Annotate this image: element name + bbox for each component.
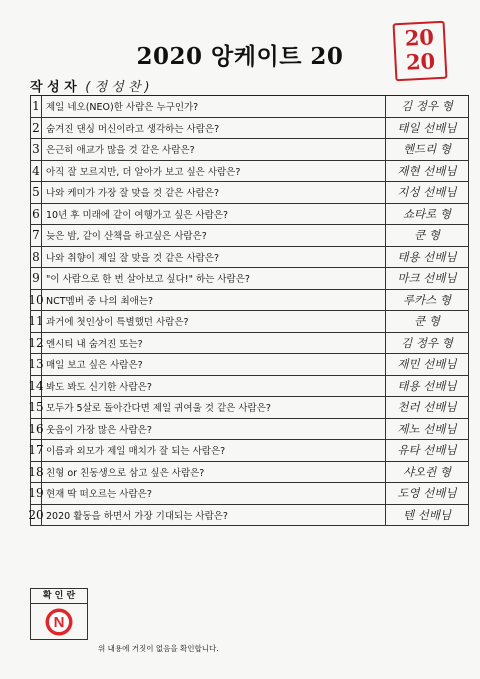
handwritten-answer: 천러 선배님 xyxy=(385,397,468,418)
question-row xyxy=(30,139,469,161)
question-text: 늦은 밤, 같이 산책을 하고싶은 사람은? xyxy=(46,231,207,243)
question-text: 봐도 봐도 신기한 사람은? xyxy=(46,381,152,393)
question-number: 3 xyxy=(31,139,42,160)
stamp-text: 20 20 xyxy=(404,24,436,75)
question-text: 이름과 외모가 제일 매치가 잘 되는 사람은? xyxy=(46,446,226,458)
question-row xyxy=(30,161,469,183)
question-row xyxy=(30,397,469,419)
question-row xyxy=(30,290,469,312)
question-number: 6 xyxy=(31,204,42,225)
question-number: 1 xyxy=(31,96,42,117)
question-row xyxy=(30,96,469,118)
question-text: 숨겨진 댄싱 머신이라고 생각하는 사람은? xyxy=(46,123,220,135)
question-row xyxy=(30,505,469,527)
handwritten-answer: 루카스 형 xyxy=(385,290,468,311)
question-text: 엔시티 내 숨겨진 또는? xyxy=(46,338,143,350)
question-text: 아직 잘 모르지만, 더 알아가 보고 싶은 사람은? xyxy=(46,166,241,178)
handwritten-answer: 김 정우 형 xyxy=(385,333,468,354)
question-row xyxy=(30,225,469,247)
confirm-label: 확 인 란 xyxy=(31,589,87,604)
question-number: 18 xyxy=(31,462,42,483)
confirm-box xyxy=(30,588,88,640)
handwritten-answer: 태일 선배님 xyxy=(385,118,468,139)
question-text: 제일 네오(NEO)한 사람은 누구인가? xyxy=(46,102,199,114)
nct-logo-icon xyxy=(44,607,74,637)
handwritten-answer: 지성 선배님 xyxy=(385,182,468,203)
handwritten-answer: 태용 선배님 xyxy=(385,376,468,397)
question-row xyxy=(30,483,469,505)
question-text: 10년 후 미래에 같이 여행가고 싶은 사람은? xyxy=(46,209,229,221)
question-number: 11 xyxy=(31,311,42,332)
question-row xyxy=(30,182,469,204)
handwritten-answer: 도영 선배님 xyxy=(385,483,468,504)
handwritten-answer: 쿤 형 xyxy=(385,225,468,246)
question-number: 7 xyxy=(31,225,42,246)
handwritten-answer: 재현 선배님 xyxy=(385,161,468,182)
question-text: 2020 활동을 하면서 가장 기대되는 사람은? xyxy=(46,510,228,522)
confirm-mark xyxy=(31,604,87,640)
question-number: 2 xyxy=(31,118,42,139)
question-text: 나와 케미가 가장 잘 맞을 것 같은 사람은? xyxy=(46,188,220,200)
author-name: ( 정 성 찬 ) xyxy=(85,80,150,95)
question-text: 은근히 애교가 많을 것 같은 사람은? xyxy=(46,145,195,157)
handwritten-answer: 유타 선배님 xyxy=(385,440,468,461)
question-number: 13 xyxy=(31,354,42,375)
question-number: 10 xyxy=(31,290,42,311)
question-number: 4 xyxy=(31,161,42,182)
question-number: 5 xyxy=(31,182,42,203)
question-text: 웃음이 가장 많은 사람은? xyxy=(46,424,152,436)
question-row xyxy=(30,204,469,226)
question-text: 친형 or 친동생으로 삼고 싶은 사람은? xyxy=(46,467,205,479)
question-number: 19 xyxy=(31,483,42,504)
question-row xyxy=(30,118,469,140)
question-number: 17 xyxy=(31,440,42,461)
question-row xyxy=(30,462,469,484)
question-table xyxy=(30,95,469,526)
handwritten-answer: 텐 선배님 xyxy=(385,505,468,526)
question-text: 현재 딱 떠오르는 사람은? xyxy=(46,489,152,501)
question-number: 9 xyxy=(31,268,42,289)
question-row xyxy=(30,354,469,376)
question-number: 15 xyxy=(31,397,42,418)
question-text: 매일 보고 싶은 사람은? xyxy=(46,360,143,372)
question-row xyxy=(30,333,469,355)
red-seal-stamp xyxy=(393,21,448,82)
question-row xyxy=(30,268,469,290)
page-title: 2020 앙케이트 20 xyxy=(136,43,344,70)
handwritten-answer: 제노 선배님 xyxy=(385,419,468,440)
handwritten-answer: 김 정우 형 xyxy=(385,96,468,117)
handwritten-answer: 샤오쥔 형 xyxy=(385,462,468,483)
question-number: 16 xyxy=(31,419,42,440)
question-row xyxy=(30,247,469,269)
handwritten-answer: 쇼타로 형 xyxy=(385,204,468,225)
question-text: 과거에 첫인상이 특별했던 사람은? xyxy=(46,317,189,329)
confirm-mark-letter: N xyxy=(53,614,65,631)
author-line xyxy=(30,76,150,95)
question-row xyxy=(30,376,469,398)
question-number: 8 xyxy=(31,247,42,268)
question-row xyxy=(30,440,469,462)
question-text: 모두가 5살로 돌아간다면 제일 귀여울 것 같은 사람은? xyxy=(46,403,271,415)
handwritten-answer: 헨드리 형 xyxy=(385,139,468,160)
handwritten-answer: 태용 선배님 xyxy=(385,247,468,268)
question-row xyxy=(30,419,469,441)
handwritten-answer: 마크 선배님 xyxy=(385,268,468,289)
question-text: NCT멤버 중 나의 최애는? xyxy=(46,295,154,307)
question-number: 14 xyxy=(31,376,42,397)
question-number: 12 xyxy=(31,333,42,354)
handwritten-answer: 재민 선배님 xyxy=(385,354,468,375)
question-row xyxy=(30,311,469,333)
handwritten-answer: 쿤 형 xyxy=(385,311,468,332)
footer-statement: 위 내용에 거짓이 없음을 확인합니다. xyxy=(98,644,219,653)
question-number: 20 xyxy=(31,505,42,526)
question-text: 나와 취향이 제일 잘 맞을 것 같은 사람은? xyxy=(46,252,220,264)
question-text: "이 사람으로 한 번 살아보고 싶다!" 하는 사람은? xyxy=(46,274,250,286)
author-label: 작 성 자 xyxy=(30,80,77,95)
